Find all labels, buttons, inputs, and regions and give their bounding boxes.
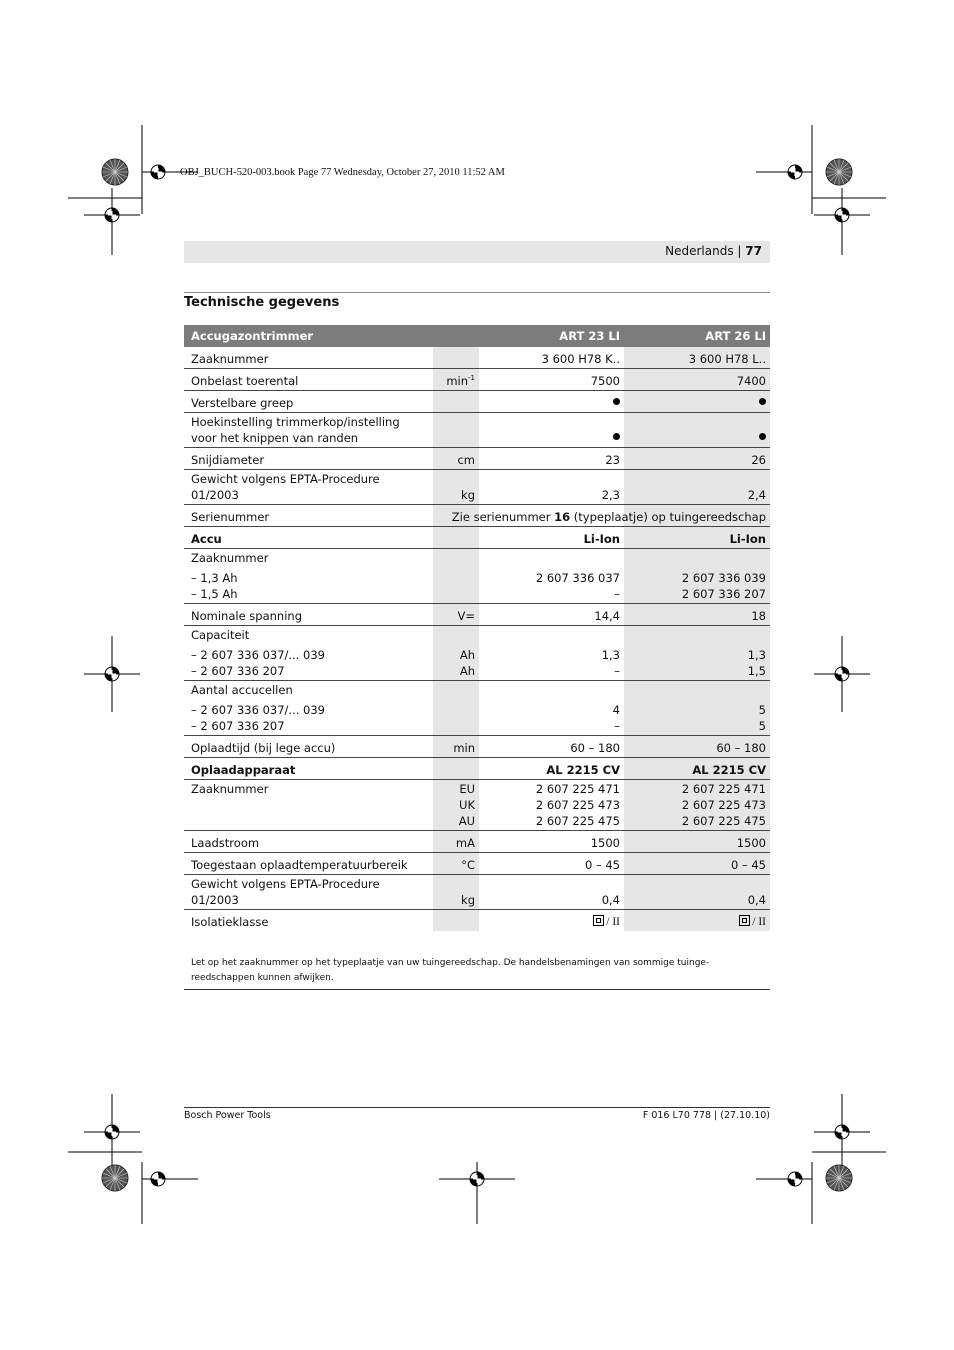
row-value-1: Li-Ion (479, 527, 624, 549)
table-row (184, 391, 770, 413)
row-value-2: / II (624, 910, 770, 932)
table-row (184, 369, 770, 391)
table-row (184, 831, 770, 853)
row-value-1: 1500 (479, 831, 624, 853)
row-label: Hoekinstelling trimmerkop/instelling voor het knippen van randen (184, 413, 433, 448)
row-value-1: 2 607 225 471 2 607 225 473 2 607 225 475 (479, 780, 624, 831)
row-value-1: 1,3 – (479, 626, 624, 681)
table-row (184, 681, 770, 736)
table-row (184, 470, 770, 505)
row-label: Aantal accucellen – 2 607 336 037/... 039 – 2 607 336 207 (184, 681, 433, 736)
page-header (184, 241, 770, 263)
row-value-1: 60 – 180 (479, 736, 624, 758)
row-label: Snijdiameter (184, 448, 433, 470)
row-unit: $\min^{-1}$ (433, 369, 479, 391)
table-row (184, 875, 770, 910)
row-unit: °C (433, 853, 479, 875)
double-insulation-icon (739, 915, 750, 926)
row-label: Toegestaan oplaadtemperatuurbereik (184, 853, 433, 875)
header-col2: ART 26 LI (624, 325, 770, 347)
row-value-1: 23 (479, 448, 624, 470)
print-info: OBJ_BUCH-520-003.book Page 77 Wednesday, October 27, 2010 11:52 AM (180, 167, 505, 178)
row-value-2: 7400 (624, 369, 770, 391)
row-value-2: 0,4 (624, 875, 770, 910)
row-label: Nominale spanning (184, 604, 433, 626)
row-value-1: AL 2215 CV (479, 758, 624, 780)
row-value-2: AL 2215 CV (624, 758, 770, 780)
charger-header-row (184, 758, 770, 780)
row-unit: mA (433, 831, 479, 853)
row-label: Laadstroom (184, 831, 433, 853)
row-unit: Ah Ah (433, 626, 479, 681)
row-label: Gewicht volgens EPTA-Procedure 01/2003 (184, 470, 433, 505)
row-label: Zaaknummer – 1,3 Ah – 1,5 Ah (184, 549, 433, 604)
row-value-2: 2,4 (624, 470, 770, 505)
header-label: Accugazontrimmer (184, 325, 433, 347)
table-header-row (184, 325, 770, 347)
table-row (184, 347, 770, 369)
table-row (184, 413, 770, 448)
table-row (184, 626, 770, 681)
row-label: Accu (184, 527, 433, 549)
row-label: Zaaknummer (184, 347, 433, 369)
footer-left: Bosch Power Tools (184, 1110, 271, 1121)
bullet-icon (613, 433, 620, 440)
footer-rule (184, 1107, 770, 1108)
page-number: 77 (745, 244, 762, 258)
section-title: Technische gegevens (184, 295, 340, 310)
row-label: Gewicht volgens EPTA-Procedure 01/2003 (184, 875, 433, 910)
bullet-icon (759, 398, 766, 405)
row-value-2: 18 (624, 604, 770, 626)
table-row (184, 910, 770, 932)
row-unit: min (433, 736, 479, 758)
table-row (184, 448, 770, 470)
spec-table (184, 325, 770, 931)
double-insulation-icon (593, 915, 604, 926)
row-value-1: 0,4 (479, 875, 624, 910)
row-label: Verstelbare greep (184, 391, 433, 413)
row-value-1: 0 – 45 (479, 853, 624, 875)
header-divider (184, 292, 770, 293)
row-value-2: 26 (624, 448, 770, 470)
footnote: Let op het zaaknummer op het typeplaatje van uw tuingereedschap. De handelsbenamingen van sommige tuinge- reedschappen kunnen afwijken. (191, 958, 710, 983)
row-value-1: 2,3 (479, 470, 624, 505)
row-value-2: 2 607 225 471 2 607 225 473 2 607 225 475 (624, 780, 770, 831)
serial-note: Zie serienummer 16 (typeplaatje) op tuingereedschap (433, 505, 770, 527)
row-label: Isolatieklasse (191, 915, 269, 929)
accu-header-row (184, 527, 770, 549)
table-row (184, 549, 770, 604)
table-row (184, 780, 770, 831)
row-value-2: 3 600 H78 L.. (624, 347, 770, 369)
row-label: Oplaadapparaat (184, 758, 433, 780)
row-value-2: 5 5 (624, 681, 770, 736)
table-row (184, 505, 770, 527)
row-unit: EU UK AU (433, 780, 479, 831)
row-unit: V= (433, 604, 479, 626)
row-value-1: 4 – (479, 681, 624, 736)
row-value-1: / II (479, 910, 624, 932)
row-value-2: 1500 (624, 831, 770, 853)
header-separator: | (737, 244, 742, 258)
table-row (184, 853, 770, 875)
table-row (184, 604, 770, 626)
row-value-2: 2 607 336 039 2 607 336 207 (624, 549, 770, 604)
row-value-1: 14,4 (479, 604, 624, 626)
header-col1: ART 23 LI (479, 325, 624, 347)
table-bottom-rule (184, 989, 770, 990)
table-row (184, 736, 770, 758)
footer-right: F 016 L70 778 | (27.10.10) (642, 1110, 770, 1121)
bullet-icon (613, 398, 620, 405)
row-label: Oplaadtijd (bij lege accu) (184, 736, 433, 758)
row-value-2: 1,3 1,5 (624, 626, 770, 681)
row-value-1: 3 600 H78 K.. (479, 347, 624, 369)
row-value-2: Li-Ion (624, 527, 770, 549)
row-value-1: 2 607 336 037 – (479, 549, 624, 604)
header-text (665, 244, 762, 258)
row-unit: kg (433, 470, 479, 505)
row-value-2: 60 – 180 (624, 736, 770, 758)
row-label: Capaciteit – 2 607 336 037/... 039 – 2 607 336 207 (184, 626, 433, 681)
row-unit: kg (433, 875, 479, 910)
row-label: Serienummer (184, 505, 433, 527)
row-unit: cm (433, 448, 479, 470)
row-label: Onbelast toerental (184, 369, 433, 391)
bullet-icon (759, 433, 766, 440)
header-language: Nederlands (665, 244, 734, 258)
row-value-2: 0 – 45 (624, 853, 770, 875)
row-value-1: 7500 (479, 369, 624, 391)
row-label: Zaaknummer (184, 780, 433, 831)
